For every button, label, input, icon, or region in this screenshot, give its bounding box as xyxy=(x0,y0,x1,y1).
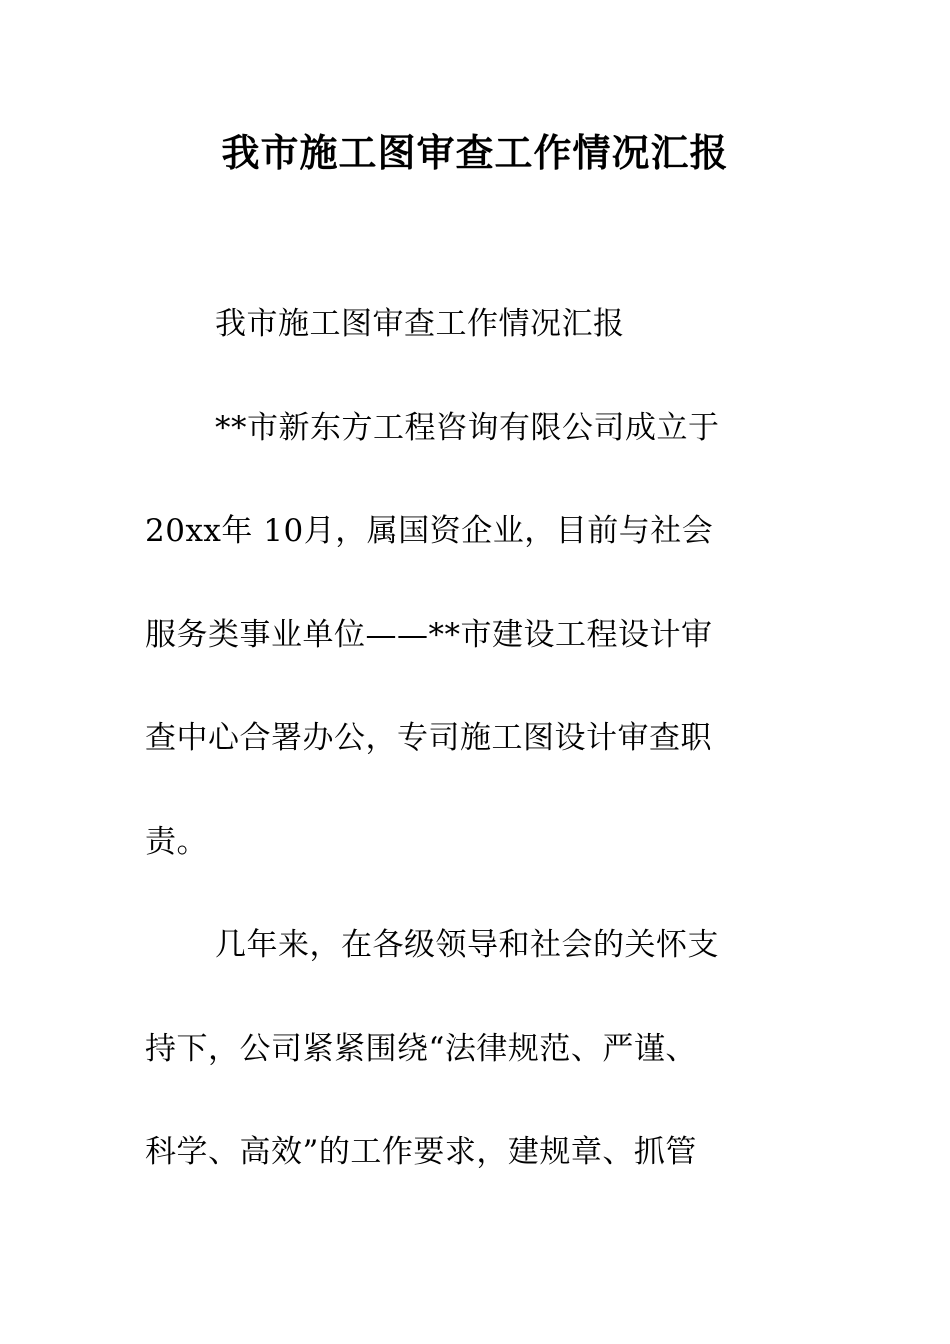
document-title: 我市施工图审查工作情况汇报 xyxy=(221,130,729,175)
paragraph-line: **市新东方工程咨询有限公司成立于 xyxy=(215,409,720,446)
paragraph-line: 几年来，在各级领导和社会的关怀支 xyxy=(215,927,719,963)
paragraph-line: 服务类事业单位——**市建设工程设计审 xyxy=(145,616,713,653)
paragraph-line: 20xx年 10月，属国资企业，目前与社会 xyxy=(145,513,714,549)
document-body xyxy=(145,298,785,1230)
paragraph-line: 持下，公司紧紧围绕“法律规范、严谨、 xyxy=(145,1030,697,1067)
paragraph-line: 责。 xyxy=(145,823,208,860)
paragraph-line: 我市施工图审查工作情况汇报 xyxy=(215,306,625,342)
paragraph-line: 查中心合署办公，专司施工图设计审查职 xyxy=(145,720,712,756)
paragraph-line: 科学、高效”的工作要求，建规章、抓管 xyxy=(145,1134,697,1170)
